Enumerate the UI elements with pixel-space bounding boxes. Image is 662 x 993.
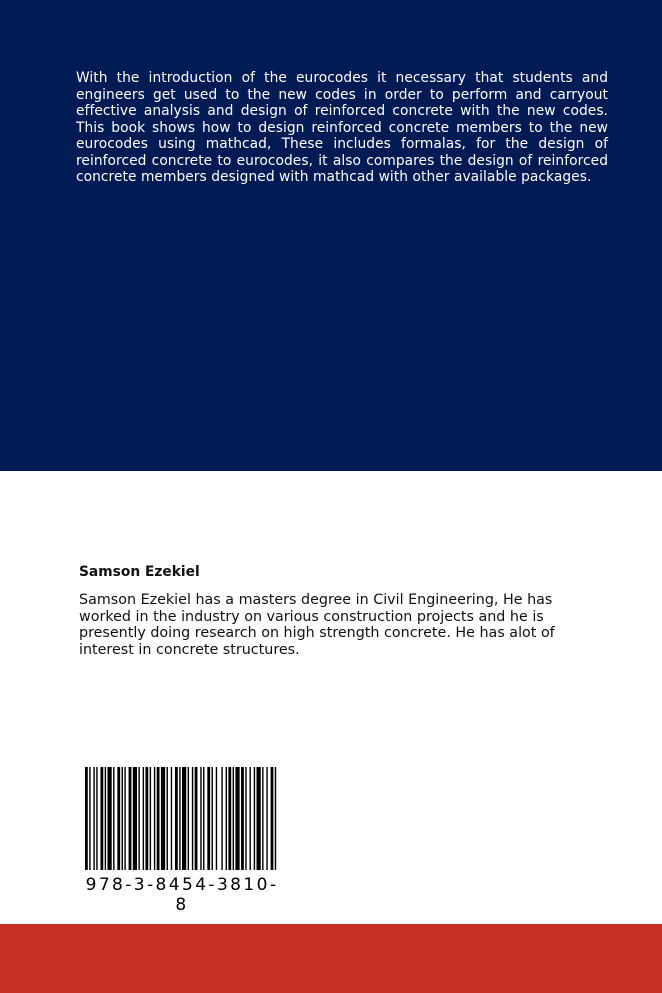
barcode-bar [200,767,201,870]
barcode-bar [235,767,239,870]
blurb-panel [0,0,662,471]
barcode-bar [150,767,151,870]
barcode-bar [182,767,186,870]
barcode-bar [133,767,137,870]
barcode-bar [207,767,210,870]
barcode-bar [212,767,213,870]
barcode-bar [138,767,139,870]
barcode-bar [226,767,227,870]
barcode-bar [171,767,172,870]
barcode-bar [145,767,148,870]
barcode-bar [157,767,160,870]
barcode-bar [188,767,189,870]
barcode-bar [154,767,155,870]
barcode-bar [105,767,106,870]
barcode-bar [249,767,250,870]
isbn-number: 978-3-8454-3810-8 [85,875,279,915]
barcode-bar [254,767,255,870]
barcode-bar [124,767,125,870]
barcode-bar [262,767,263,870]
barcode-bar [113,767,114,870]
barcode-bar [100,767,103,870]
barcode-bar [245,767,246,870]
barcode-bar [266,767,267,870]
barcode-bar [85,767,88,870]
barcode-bar [107,767,111,870]
barcode-bar [203,767,204,870]
barcode-bar [257,767,261,870]
book-description: With the introduction of the eurocodes it necessary that students and engineers get used to the new codes in order to perform and carryout effective analysis and design of reinforced concrete with the new codes. This book shows how to design reinforced concrete members to the new eurocodes using mathcad, These includes formalas, for the design of reinforced concrete to eurocodes, it also compares the design of reinforced concrete members designed with mathcad with other available packages. [76,70,608,185]
barcode-bar [93,767,94,870]
barcode-bar [167,767,168,870]
barcode-bar [129,767,132,870]
barcode-bar [228,767,231,870]
barcode-bar [175,767,178,870]
author-bio: Samson Ezekiel has a masters degree in Civil Engineering, He has worked in the industry on various construction projects and he is presently doing research on high strength concrete. He has alot of interest in concrete structures. [79,592,555,658]
barcode-bar [216,767,217,870]
barcode-bar [179,767,180,870]
barcode-bar [192,767,193,870]
author-name: Samson Ezekiel [79,564,200,580]
bottom-color-band [0,924,662,993]
barcode-bar [89,767,90,870]
barcode-bar [117,767,120,870]
barcode-bar [275,767,276,870]
barcode-bar [143,767,144,870]
barcode-bar [233,767,234,870]
barcode-bar [271,767,274,870]
barcode-bar [195,767,198,870]
barcode-bar [96,767,97,870]
barcode-bar [122,767,123,870]
barcode-bar [161,767,165,870]
barcode-bar [221,767,222,870]
barcode-bar [241,767,244,870]
barcode-image [85,767,279,870]
